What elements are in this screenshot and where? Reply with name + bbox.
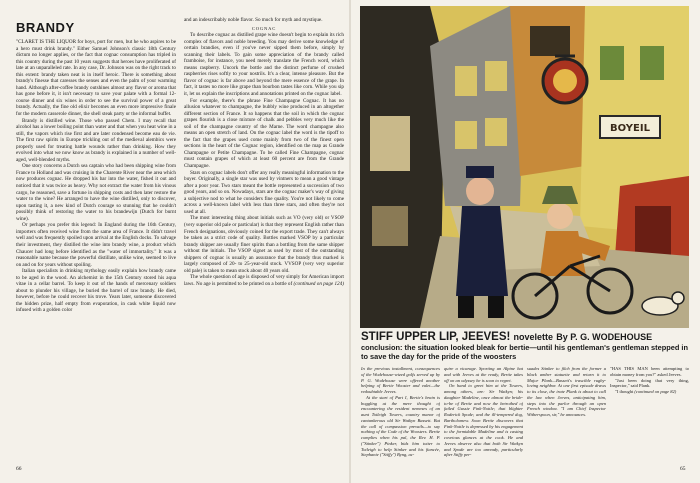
story-paragraph: suades Stinker to filch from the former a black amber statuette and return it to Major Plank—Bassett's irascible rugby-loving neighbor. At one first episode draws to its close, the irate Plank is about to call the law when Jeeves, anticipating him, steps into the parlor through an open French window. "I am Chief Inspector Witherspoon, sir," he announces.: [527, 366, 606, 417]
continued-note: (continued on page 82): [634, 389, 677, 394]
article-paragraph: Brandy is distilled wine. Those who passed Chem. I may recall that alcohol has a lower boiling point than water and that when you heat wine in a still, the vapors which rise first and are later condensed become eau de vie. The first raw spirits in Europe trickling out of the medieval alembics were properly used for treating battle wounds rather than drinking. How they evolved into what we now know as brandy is explained in a number of well-aged, well-blended myths.: [16, 117, 176, 163]
story-column-1: [361, 366, 440, 468]
story-paragraph: On hand to greet him at the Towers, among others, are: Sir Watkyn; his daughter Madeline, once almost the bride-to-be of Bertie and now the betrothed of failed Gussie Fink-Nottle; that blighter Roderick Spode; and the ill-tempered dog, Bartholomew. Soon Bertie discovers that Fink-Nottle is depressed by his engagement to the formidable Madeline and is casting covetous glances at the cook. He and Jeeves observe also that both Sir Watkyn and Spode are too unready, particularly after Stiffy per-: [444, 383, 523, 458]
story-paragraph: quire a vicarage. Sporting an Alpine hat and with Jeeves at the ready, Bertie takes off on an odyssey he is soon to regret.: [444, 366, 523, 383]
article-paragraph: Stars on cognac labels don't offer any really meaningful information to the buyer. Originally, a single star was used by vintners to mean a good vintage after a poor year. Two stars meant the bottle represented a succession of two good years, and so on. Nowadays, stars are the cognac maker's way of giving a subjective nod to what he considers fine quality. You're not likely to come across a well-known label with less than three stars, and often they're not used at all.: [184, 169, 344, 215]
story-deck: conclusion: the situation looked bleak for bertie—until his gentleman's gentleman stepped in to save the day for the pride of the woosters: [361, 343, 688, 361]
article-paragraph: One story concerns a Dutch sea captain who had been shipping wine from France to Holland and was cruising in the Charente River near the area which now produces cognac. He dropped his bar into the water, fished it out and noticed that it was twice as heavy. Why not extract the water from his vinous cargo, he reasoned, save a fortune in shipping costs and then later restore the water to the wine? He arranged to have the wine distilled, only to discover, upon tasting it, a new kind of Dutch courage so stunning that he couldn't possibly think of restoring the water to his brandewijn (Dutch for burnt wine).: [16, 163, 176, 222]
continued-note: (continued on page 124): [293, 280, 344, 287]
article-paragraph: Italian specialists in drinking mythology easily explain how brandy came to be aged in the wood. An alchemist in the 15th Century stored his aqua vitae in a cellar barrel. To keep it out of the hands of mercenary soldiers about to plunder his village, he buried the barrel of raw brandy. He died, however, before he could recover his trove. Years later, someone discovered the hidden prize, half empty from evaporation, in cask white liquid now infused with a golden color: [16, 268, 176, 314]
story-byline-prefix: novelette: [513, 332, 554, 342]
article-title: BRANDY: [16, 20, 75, 35]
article-paragraph: "CLARET IS THE LIQUOR for boys, port for men, but he who aspires to be a hero must drink brandy." Either Samuel Johnson's classic 18th Century dictum no longer applies, or the fact that cognac consumption has tripled in this country during the past 10 years suggests that heroes have proliferated of late at an unparalleled rate. In any case, Dr. Johnson was on the right track to this extent: brandy taken neat is in itself heroic. There is something about brandy's finesse that caresses the senses and even the palm of your warming hand. Although after-coffee brandy outshines almost any flavor or aroma that has gone before it, it isn't necessary to save your palate with a formal 12-course dinner and six wines in order to see the survival power of a great brandy. Actually, the fine old elixir becomes an even more impressive finale for the modern casserole dinner, the shell steak party or the informal buffet.: [16, 39, 176, 118]
article-paragraph: [184, 274, 344, 287]
shop-sign-text: BOYEIL: [610, 123, 650, 134]
article-column-1: [16, 39, 176, 464]
page-number-left: 66: [16, 466, 22, 472]
story-title: STIFF UPPER LIP, JEEVES!: [361, 331, 511, 343]
story-byline: By P. G. WODEHOUSE: [556, 332, 653, 342]
story-paragraph: In the previous installment, consequences of the Wodehouse-wized golfs served up by P. G. Wodehouse were offered another helping of Bertie Wooster and valet—the redoubtable Jeeves.: [361, 366, 440, 394]
story-paragraph: "HAS THIS MAN been attempting to obtain money from you?" asked Jeeves.: [610, 366, 689, 377]
paragraph-text: "I thought: [615, 389, 634, 394]
story-column-4: [610, 366, 689, 468]
story-paragraph: [610, 389, 689, 395]
paragraph-text: The whole question of age is disposed of very simply for American import laws. No age is permitted to be printed on a bottle of: [184, 274, 344, 287]
page-number-right: 65: [680, 466, 686, 472]
article-column-2: [184, 17, 344, 464]
article-paragraph: and an indescribably noble flavor. So much for myth and mystique.: [184, 17, 323, 23]
article-paragraph: To describe cognac as distilled grape wine doesn't begin to explain its rich complex of flavors and noble breeding. You may derive some knowledge of certain brandies, even if you've never sipped them before, simply by scanning their labels. To gain some appreciation of the brandy called framboise, for instance, you need merely translate the French word, which means raspberry. Uncork the bottle and the distinct perfume of crushed raspberries rises softly to your nostrils. It's a clear, intense pleasure. But the flavor of cognac is far above and beyond the mere essence of the grape. In fact, it tastes no more like grape than bourbon tastes like corn. While you sip it, let us explain the inscriptions and annotations printed on the cognac label.: [184, 32, 344, 98]
story-column-3: [527, 366, 606, 468]
story-paragraph: At the start of Part I, Bertie's brain is boggling at the mere thought of encountering the resident nemeses of an aunt Totleigh Towers, country manor of cantankerous old Sir Watkyn Bassett. But the call of compassion prevails—to say nothing of the Code of the Woosters. Bertie complies when his pal, the Rev. H. P. ("Stinker") Pinker, bids him totter to Totleigh to help Stinker and his fiancée, Stephanie ("Stiffy") Byng, ac-: [361, 394, 440, 458]
article-paragraph: For example, there's the phrase Fine Champagne Cognac. It has no allusion whatever to champagne, the bubbly wine produced in an altogether different section of France. It so happens that the soil in which the cognac grapes flourish is a close mixture of chalk and pebbles very much like the soil of the champagne country of the Marne. The word champagne also means an open stretch of land. On the cognac label the word is the tipoff to the fact that the grapes used come mainly from two of the finest open sections in the heart of the Cognac region, identified on the map as Grande Champagne or Petite Champagne. To be called Fine Champagne, cognac must contain grapes of which at least 60 percent are from the Grande Champagne.: [184, 97, 344, 170]
story-column-2: [444, 366, 523, 468]
gutter: [349, 0, 351, 483]
story-illustration: [360, 6, 689, 328]
section-subhead: COGNAC: [251, 25, 277, 31]
story-paragraph: "Just been doing that very thing, Inspector," said Plank.: [610, 377, 689, 389]
illustration-art: [360, 6, 689, 328]
article-paragraph: Or perhaps you prefer this legend: In England during the 16th Century, importers often received wine from the same area of France. It didn't travel well and was frequently spoiled upon arrival at the English docks. To salvage their investment, they distilled the wine into brandy wine, a product which Chaucer had long before identified as the "water of immortality." It was a reasonable name because the powerful distillate, unlike wine, seemed to live on and on for years without spoiling.: [16, 222, 176, 268]
article-paragraph: The most interesting thing about initials such as VO (very old) or VSOP (very superior old pale or particular) is that they represent English rather than French designations, obviously coined for the export trade. They can't always be taken as a strict code of quality. Bottles marked VSOP by a particular brandy shipper are usually finer spirits than a bottling from the same shipper without the initials. The VSOP signet as used by most of the outstanding shippers of cognac is usually an assurance that the brandy thus marked is largely composed of 20- to 25-year-old stock. VVSOP (very very superior old pale) is taken to mean stock about 40 years old.: [184, 215, 344, 274]
story-title-line: [361, 331, 689, 343]
